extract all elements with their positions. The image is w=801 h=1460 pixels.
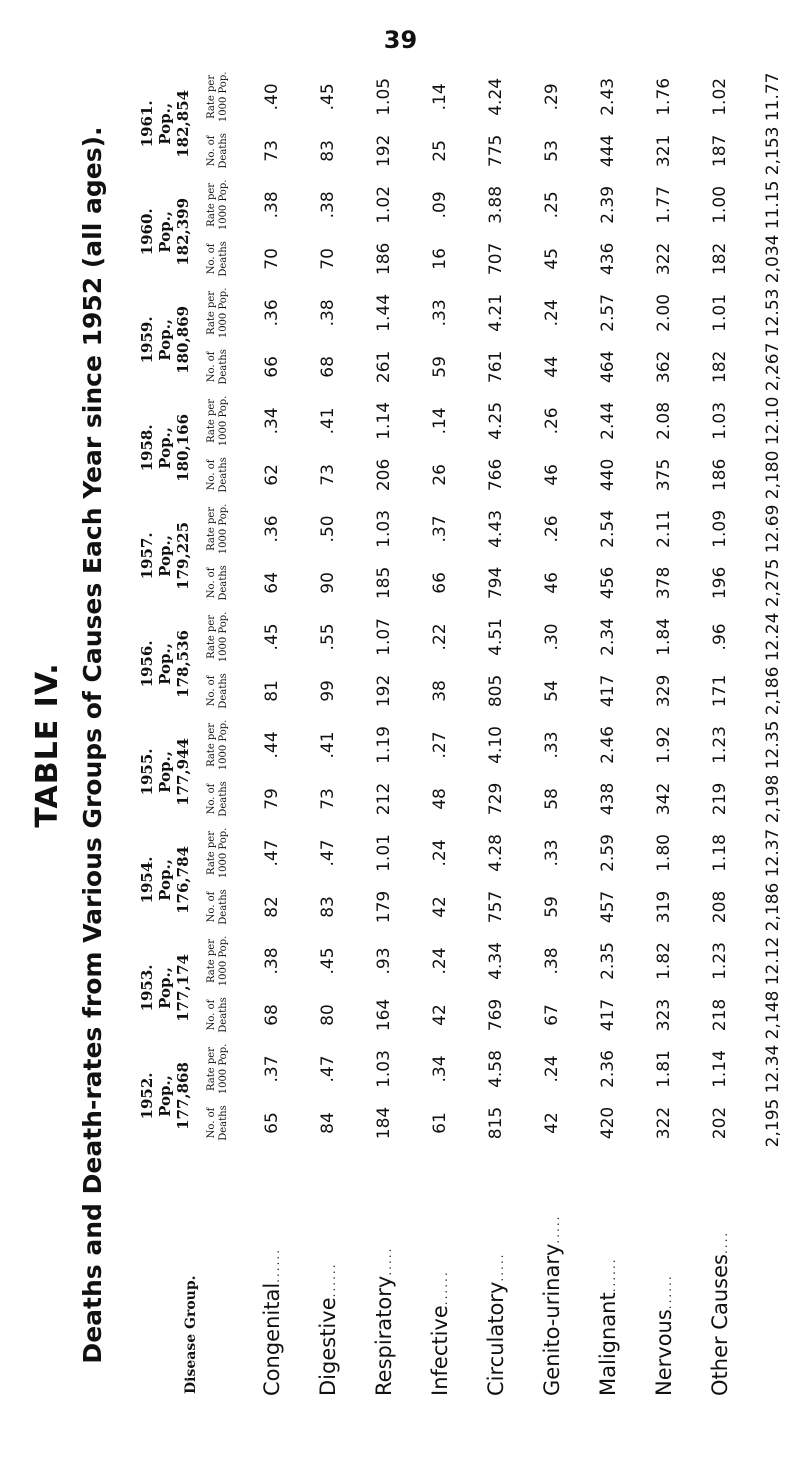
rate-cell: .30 bbox=[542, 623, 562, 651]
rate-cell: 4.43 bbox=[486, 509, 506, 548]
rate-cell: 2.00 bbox=[654, 293, 674, 332]
disease-group-label: Other Causes bbox=[708, 1254, 732, 1396]
rate-cell: .47 bbox=[262, 839, 282, 867]
year-label: 1959. bbox=[138, 316, 156, 364]
rate-cell: 1.03 bbox=[374, 509, 394, 548]
population-label: Pop., 177,174 bbox=[156, 954, 192, 1022]
deaths-cell: 164 bbox=[374, 998, 394, 1032]
deaths-cell: 794 bbox=[486, 566, 506, 600]
deaths-cell: 375 bbox=[654, 458, 674, 492]
deaths-cell: 2,186 bbox=[763, 666, 783, 716]
rate-cell: .40 bbox=[262, 83, 282, 111]
rate-cell: 12.24 bbox=[763, 612, 783, 662]
rate-cell: 1.00 bbox=[710, 185, 730, 224]
rate-subheader: Rate per 1000 Pop. bbox=[206, 611, 229, 663]
deaths-cell: 322 bbox=[654, 242, 674, 276]
deaths-cell: 186 bbox=[710, 458, 730, 492]
leader-dots: ...... bbox=[436, 1270, 450, 1306]
deaths-cell: 261 bbox=[374, 350, 394, 384]
rate-subheader: Rate per 1000 Pop. bbox=[206, 287, 229, 339]
rate-cell: .33 bbox=[430, 299, 450, 327]
rate-cell: .33 bbox=[542, 731, 562, 759]
disease-group-cell bbox=[580, 1150, 636, 1400]
rate-cell: .14 bbox=[430, 407, 450, 435]
deaths-cell: 208 bbox=[710, 890, 730, 924]
deaths-cell: 456 bbox=[598, 566, 618, 600]
rate-cell: .41 bbox=[318, 731, 338, 759]
rate-cell: .34 bbox=[430, 1055, 450, 1083]
deaths-cell: 68 bbox=[262, 1004, 282, 1026]
deaths-cell: 464 bbox=[598, 350, 618, 384]
rate-cell: .34 bbox=[262, 407, 282, 435]
deaths-cell: 58 bbox=[542, 788, 562, 810]
table-row bbox=[300, 70, 356, 1400]
rate-cell: 1.19 bbox=[374, 726, 394, 764]
deaths-cell: 761 bbox=[486, 350, 506, 384]
rate-cell: .14 bbox=[430, 83, 450, 111]
rate-cell: .33 bbox=[542, 839, 562, 867]
deaths-cell: 417 bbox=[598, 674, 618, 708]
table-row bbox=[412, 70, 468, 1400]
year-label: 1961. bbox=[138, 100, 156, 148]
deaths-cell: 2,180 bbox=[763, 450, 783, 500]
rate-cell: 12.12 bbox=[763, 936, 783, 986]
deaths-cell: 59 bbox=[430, 356, 450, 378]
rate-cell: .45 bbox=[318, 83, 338, 111]
deaths-cell: 805 bbox=[486, 674, 506, 708]
rate-cell: 1.01 bbox=[710, 293, 730, 332]
year-header bbox=[138, 610, 192, 718]
deaths-cell: 769 bbox=[486, 998, 506, 1032]
rate-cell: .93 bbox=[374, 947, 394, 975]
rate-subheader: Rate per 1000 Pop. bbox=[206, 395, 229, 447]
rate-cell: 1.44 bbox=[374, 293, 394, 332]
deaths-cell: 192 bbox=[374, 134, 394, 168]
population-label: Pop., 178,536 bbox=[156, 630, 192, 698]
rate-cell: 1.77 bbox=[654, 185, 674, 224]
disease-group-label: Nervous bbox=[652, 1309, 676, 1396]
table-subtitle: Deaths and Death-rates from Various Groups of Causes Each Year since 1952 (all ages). bbox=[78, 126, 107, 1364]
rate-cell: 4.24 bbox=[486, 77, 506, 116]
rate-cell: 1.23 bbox=[710, 726, 730, 764]
rate-cell: .41 bbox=[318, 407, 338, 435]
deaths-cell: 48 bbox=[430, 788, 450, 810]
deaths-cell: 196 bbox=[710, 566, 730, 600]
deaths-cell: 68 bbox=[318, 356, 338, 378]
deaths-subheader: No. of Deaths bbox=[206, 457, 229, 493]
deaths-cell: 2,186 bbox=[763, 882, 783, 932]
deaths-cell: 45 bbox=[542, 248, 562, 270]
rate-cell: .22 bbox=[430, 623, 450, 651]
deaths-subheader: No. of Deaths bbox=[206, 349, 229, 385]
leader-dots: ..... bbox=[492, 1252, 506, 1282]
rate-cell: .96 bbox=[710, 623, 730, 651]
rate-cell: 2.34 bbox=[598, 618, 618, 656]
rate-cell: .37 bbox=[430, 515, 450, 543]
table-title: TABLE IV. bbox=[30, 662, 65, 828]
rate-cell: 12.69 bbox=[763, 504, 783, 554]
deaths-cell: 457 bbox=[598, 890, 618, 924]
deaths-cell: 184 bbox=[374, 1106, 394, 1140]
rate-cell: .24 bbox=[542, 299, 562, 327]
year-label: 1953. bbox=[138, 964, 156, 1012]
rate-cell: .44 bbox=[262, 731, 282, 759]
year-label: 1954. bbox=[138, 856, 156, 904]
deaths-cell: 59 bbox=[542, 896, 562, 918]
deaths-cell: 362 bbox=[654, 350, 674, 384]
deaths-cell: 417 bbox=[598, 998, 618, 1032]
deaths-cell: 187 bbox=[710, 134, 730, 168]
rate-cell: 1.14 bbox=[374, 401, 394, 440]
rate-cell: 11.77 bbox=[763, 72, 783, 122]
deaths-cell: 182 bbox=[710, 242, 730, 276]
deaths-cell: 79 bbox=[262, 788, 282, 810]
deaths-cell: 2,275 bbox=[763, 558, 783, 608]
population-label: Pop., 176,784 bbox=[156, 846, 192, 914]
year-header bbox=[138, 178, 192, 286]
page-number: 39 bbox=[383, 26, 418, 54]
rate-cell: 2.35 bbox=[598, 942, 618, 980]
rate-cell: 2.46 bbox=[598, 726, 618, 764]
deaths-cell: 38 bbox=[430, 680, 450, 702]
year-header bbox=[138, 1042, 192, 1150]
rate-cell: 12.35 bbox=[763, 720, 783, 770]
deaths-cell: 206 bbox=[374, 458, 394, 492]
population-label: Pop., 177,868 bbox=[156, 1062, 192, 1130]
year-header bbox=[138, 286, 192, 394]
rate-cell: 1.03 bbox=[710, 401, 730, 440]
rate-cell: 1.82 bbox=[654, 942, 674, 980]
rate-cell: .38 bbox=[262, 191, 282, 219]
rate-cell: 11.15 bbox=[763, 180, 783, 230]
deaths-subheader: No. of Deaths bbox=[206, 997, 229, 1033]
leader-dots: .... bbox=[716, 1230, 730, 1255]
deaths-cell: 53 bbox=[542, 140, 562, 162]
rate-cell: 2.11 bbox=[654, 509, 674, 548]
disease-group-cell bbox=[356, 1150, 412, 1400]
deaths-cell: 444 bbox=[598, 134, 618, 168]
deaths-subheader: No. of Deaths bbox=[206, 1105, 229, 1141]
year-header bbox=[138, 934, 192, 1042]
rate-cell: 1.76 bbox=[654, 77, 674, 116]
rate-cell: 4.51 bbox=[486, 618, 506, 656]
deaths-cell: 321 bbox=[654, 134, 674, 168]
disease-group-cell bbox=[692, 1150, 748, 1400]
leader-dots: ...... bbox=[660, 1274, 674, 1310]
disease-group-cell bbox=[636, 1150, 692, 1400]
rate-cell: 2.54 bbox=[598, 509, 618, 548]
deaths-subheader: No. of Deaths bbox=[206, 781, 229, 817]
deaths-cell: 420 bbox=[598, 1106, 618, 1140]
rate-cell: .27 bbox=[430, 731, 450, 759]
disease-group-cell bbox=[244, 1150, 300, 1400]
population-label: Pop., 182,854 bbox=[156, 89, 192, 158]
disease-group-cell bbox=[300, 1150, 356, 1400]
rate-cell: .47 bbox=[318, 839, 338, 867]
rate-cell: 1.09 bbox=[710, 509, 730, 548]
deaths-cell: 70 bbox=[318, 248, 338, 270]
rate-cell: .50 bbox=[318, 515, 338, 543]
rate-cell: 12.34 bbox=[763, 1044, 783, 1094]
rate-cell: .24 bbox=[430, 839, 450, 867]
rate-cell: 1.18 bbox=[710, 834, 730, 872]
rate-cell: .38 bbox=[262, 947, 282, 975]
rate-subheader: Rate per 1000 Pop. bbox=[206, 503, 229, 555]
deaths-cell: 202 bbox=[710, 1106, 730, 1140]
deaths-cell: 329 bbox=[654, 674, 674, 708]
deaths-cell: 757 bbox=[486, 890, 506, 924]
deaths-cell: 378 bbox=[654, 566, 674, 600]
rate-cell: 1.80 bbox=[654, 834, 674, 872]
rate-cell: .55 bbox=[318, 623, 338, 651]
deaths-cell: 67 bbox=[542, 1004, 562, 1026]
population-label: Pop., 182,399 bbox=[156, 197, 192, 266]
rate-cell: 1.07 bbox=[374, 618, 394, 656]
rate-cell: 2.43 bbox=[598, 77, 618, 116]
deaths-cell: 775 bbox=[486, 134, 506, 168]
rate-cell: 2.08 bbox=[654, 401, 674, 440]
deaths-cell: 440 bbox=[598, 458, 618, 492]
disease-group-header: Disease Group. bbox=[183, 1275, 199, 1394]
deaths-cell: 26 bbox=[430, 464, 450, 486]
disease-group-label: Infective bbox=[428, 1305, 452, 1396]
deaths-cell: 46 bbox=[542, 572, 562, 594]
deaths-cell: 80 bbox=[318, 1004, 338, 1026]
rate-subheader: Rate per 1000 Pop. bbox=[206, 71, 229, 123]
rate-cell: 1.81 bbox=[654, 1050, 674, 1088]
disease-group-label: Digestive bbox=[316, 1297, 340, 1396]
deaths-cell: 2,153 bbox=[763, 126, 783, 176]
rate-cell: 1.05 bbox=[374, 77, 394, 116]
rate-cell: .24 bbox=[542, 1055, 562, 1083]
deaths-cell: 2,034 bbox=[763, 234, 783, 284]
rate-cell: .38 bbox=[542, 947, 562, 975]
deaths-cell: 84 bbox=[318, 1112, 338, 1134]
disease-group-label: Respiratory bbox=[372, 1275, 396, 1396]
rate-cell: .45 bbox=[262, 623, 282, 651]
disease-group-label: Congenital bbox=[260, 1282, 284, 1396]
deaths-cell: 64 bbox=[262, 572, 282, 594]
rate-cell: 4.21 bbox=[486, 293, 506, 332]
disease-group-label: Malignant bbox=[596, 1292, 620, 1396]
rate-cell: 12.10 bbox=[763, 396, 783, 446]
table-row bbox=[636, 70, 692, 1400]
rate-cell: 2.36 bbox=[598, 1050, 618, 1088]
deaths-cell: 73 bbox=[262, 140, 282, 162]
deaths-subheader: No. of Deaths bbox=[206, 133, 229, 169]
deaths-cell: 25 bbox=[430, 140, 450, 162]
rate-cell: 2.57 bbox=[598, 293, 618, 332]
rate-cell: 2.44 bbox=[598, 401, 618, 440]
deaths-cell: 2,195 bbox=[763, 1098, 783, 1148]
population-label: Pop., 180,869 bbox=[156, 305, 192, 374]
table-row bbox=[524, 70, 580, 1400]
population-label: Pop., 177,944 bbox=[156, 738, 192, 806]
deaths-cell: 73 bbox=[318, 464, 338, 486]
deaths-cell: 42 bbox=[542, 1112, 562, 1134]
leader-dots: ..... bbox=[380, 1246, 394, 1276]
table-row bbox=[244, 70, 300, 1400]
year-label: 1952. bbox=[138, 1072, 156, 1120]
leader-dots: ...... bbox=[324, 1262, 338, 1298]
deaths-cell: 66 bbox=[262, 356, 282, 378]
year-header bbox=[138, 394, 192, 502]
rate-cell: 1.02 bbox=[710, 77, 730, 116]
rate-cell: 1.92 bbox=[654, 726, 674, 764]
deaths-cell: 219 bbox=[710, 782, 730, 816]
rate-cell: 1.14 bbox=[710, 1050, 730, 1088]
deaths-subheader: No. of Deaths bbox=[206, 673, 229, 709]
deaths-cell: 212 bbox=[374, 782, 394, 816]
deaths-cell: 62 bbox=[262, 464, 282, 486]
year-header-row bbox=[138, 70, 192, 1400]
rate-subheader: Rate per 1000 Pop. bbox=[206, 827, 229, 879]
deaths-cell: 436 bbox=[598, 242, 618, 276]
rate-cell: .38 bbox=[318, 299, 338, 327]
population-label: Pop., 179,225 bbox=[156, 521, 192, 590]
deaths-cell: 729 bbox=[486, 782, 506, 816]
disease-group-cell bbox=[468, 1150, 524, 1400]
disease-group-label: Genito-urinary bbox=[540, 1243, 564, 1396]
rate-cell: .25 bbox=[542, 191, 562, 219]
deaths-cell: 70 bbox=[262, 248, 282, 270]
rate-cell: 1.23 bbox=[710, 942, 730, 980]
rate-cell: 1.03 bbox=[374, 1050, 394, 1088]
deaths-cell: 42 bbox=[430, 896, 450, 918]
rate-subheader: Rate per 1000 Pop. bbox=[206, 935, 229, 987]
year-header bbox=[138, 718, 192, 826]
rate-subheader: Rate per 1000 Pop. bbox=[206, 179, 229, 231]
deaths-cell: 185 bbox=[374, 566, 394, 600]
deaths-cell: 42 bbox=[430, 1004, 450, 1026]
deaths-cell: 99 bbox=[318, 680, 338, 702]
deaths-cell: 2,148 bbox=[763, 990, 783, 1040]
deaths-cell: 766 bbox=[486, 458, 506, 492]
rate-cell: .09 bbox=[430, 191, 450, 219]
deaths-cell: 171 bbox=[710, 674, 730, 708]
rate-cell: 2.39 bbox=[598, 185, 618, 224]
leader-dots: ...... bbox=[268, 1247, 282, 1283]
rate-cell: 1.84 bbox=[654, 618, 674, 656]
deaths-cell: 322 bbox=[654, 1106, 674, 1140]
population-label: Pop., 180,166 bbox=[156, 413, 192, 482]
rate-cell: .36 bbox=[262, 515, 282, 543]
leader-dots: ...... bbox=[604, 1257, 618, 1293]
rate-cell: 1.02 bbox=[374, 185, 394, 224]
deaths-cell: 218 bbox=[710, 998, 730, 1032]
disease-group-cell bbox=[412, 1150, 468, 1400]
rate-cell: .26 bbox=[542, 515, 562, 543]
table-row bbox=[468, 70, 524, 1400]
rate-cell: 4.34 bbox=[486, 942, 506, 980]
table-row bbox=[580, 70, 636, 1400]
deaths-cell: 342 bbox=[654, 782, 674, 816]
death-rates-table bbox=[138, 70, 798, 1400]
deaths-cell: 179 bbox=[374, 890, 394, 924]
disease-group-cell bbox=[524, 1150, 580, 1400]
rate-cell: .24 bbox=[430, 947, 450, 975]
rate-cell: 4.28 bbox=[486, 834, 506, 872]
deaths-cell: 16 bbox=[430, 248, 450, 270]
deaths-cell: 815 bbox=[486, 1106, 506, 1140]
rate-cell: 4.10 bbox=[486, 726, 506, 764]
deaths-cell: 73 bbox=[318, 788, 338, 810]
leader-dots: ..... bbox=[548, 1214, 562, 1244]
deaths-cell: 82 bbox=[262, 896, 282, 918]
rate-cell: .37 bbox=[262, 1055, 282, 1083]
rate-cell: 2.59 bbox=[598, 834, 618, 872]
rate-cell: 3.88 bbox=[486, 185, 506, 224]
rate-subheader: Rate per 1000 Pop. bbox=[206, 719, 229, 771]
deaths-cell: 192 bbox=[374, 674, 394, 708]
deaths-cell: 90 bbox=[318, 572, 338, 594]
year-label: 1957. bbox=[138, 532, 156, 580]
rate-cell: .36 bbox=[262, 299, 282, 327]
rate-cell: .47 bbox=[318, 1055, 338, 1083]
disease-group-label: Circulatory bbox=[484, 1281, 508, 1396]
deaths-cell: 46 bbox=[542, 464, 562, 486]
deaths-cell: 54 bbox=[542, 680, 562, 702]
year-header bbox=[138, 502, 192, 610]
rate-cell: 12.37 bbox=[763, 828, 783, 878]
deaths-cell: 65 bbox=[262, 1112, 282, 1134]
deaths-cell: 319 bbox=[654, 890, 674, 924]
year-label: 1960. bbox=[138, 208, 156, 256]
table-row bbox=[748, 70, 798, 1400]
deaths-cell: 438 bbox=[598, 782, 618, 816]
table-row bbox=[692, 70, 748, 1400]
rate-cell: 4.58 bbox=[486, 1050, 506, 1088]
deaths-cell: 323 bbox=[654, 998, 674, 1032]
deaths-subheader: No. of Deaths bbox=[206, 565, 229, 601]
deaths-cell: 186 bbox=[374, 242, 394, 276]
rate-cell: .26 bbox=[542, 407, 562, 435]
deaths-cell: 2,198 bbox=[763, 774, 783, 824]
deaths-cell: 44 bbox=[542, 356, 562, 378]
deaths-cell: 66 bbox=[430, 572, 450, 594]
table-body bbox=[244, 70, 798, 1400]
deaths-cell: 81 bbox=[262, 680, 282, 702]
year-label: 1955. bbox=[138, 748, 156, 796]
year-header bbox=[138, 70, 192, 178]
deaths-cell: 83 bbox=[318, 896, 338, 918]
rotated-table-frame bbox=[30, 70, 783, 1420]
rate-subheader: Rate per 1000 Pop. bbox=[206, 1043, 229, 1095]
deaths-subheader: No. of Deaths bbox=[206, 889, 229, 925]
deaths-cell: 61 bbox=[430, 1112, 450, 1134]
rate-cell: 4.25 bbox=[486, 401, 506, 440]
rate-cell: .38 bbox=[318, 191, 338, 219]
year-header bbox=[138, 826, 192, 934]
disease-group-cell bbox=[748, 1150, 798, 1400]
deaths-cell: 182 bbox=[710, 350, 730, 384]
deaths-cell: 2,267 bbox=[763, 342, 783, 392]
deaths-cell: 707 bbox=[486, 242, 506, 276]
year-label: 1956. bbox=[138, 640, 156, 688]
rate-cell: .45 bbox=[318, 947, 338, 975]
rate-cell: 1.01 bbox=[374, 834, 394, 872]
deaths-cell: 83 bbox=[318, 140, 338, 162]
table-row bbox=[356, 70, 412, 1400]
rate-cell: 12.53 bbox=[763, 288, 783, 338]
deaths-subheader: No. of Deaths bbox=[206, 241, 229, 277]
rate-cell: .29 bbox=[542, 83, 562, 111]
year-label: 1958. bbox=[138, 424, 156, 472]
